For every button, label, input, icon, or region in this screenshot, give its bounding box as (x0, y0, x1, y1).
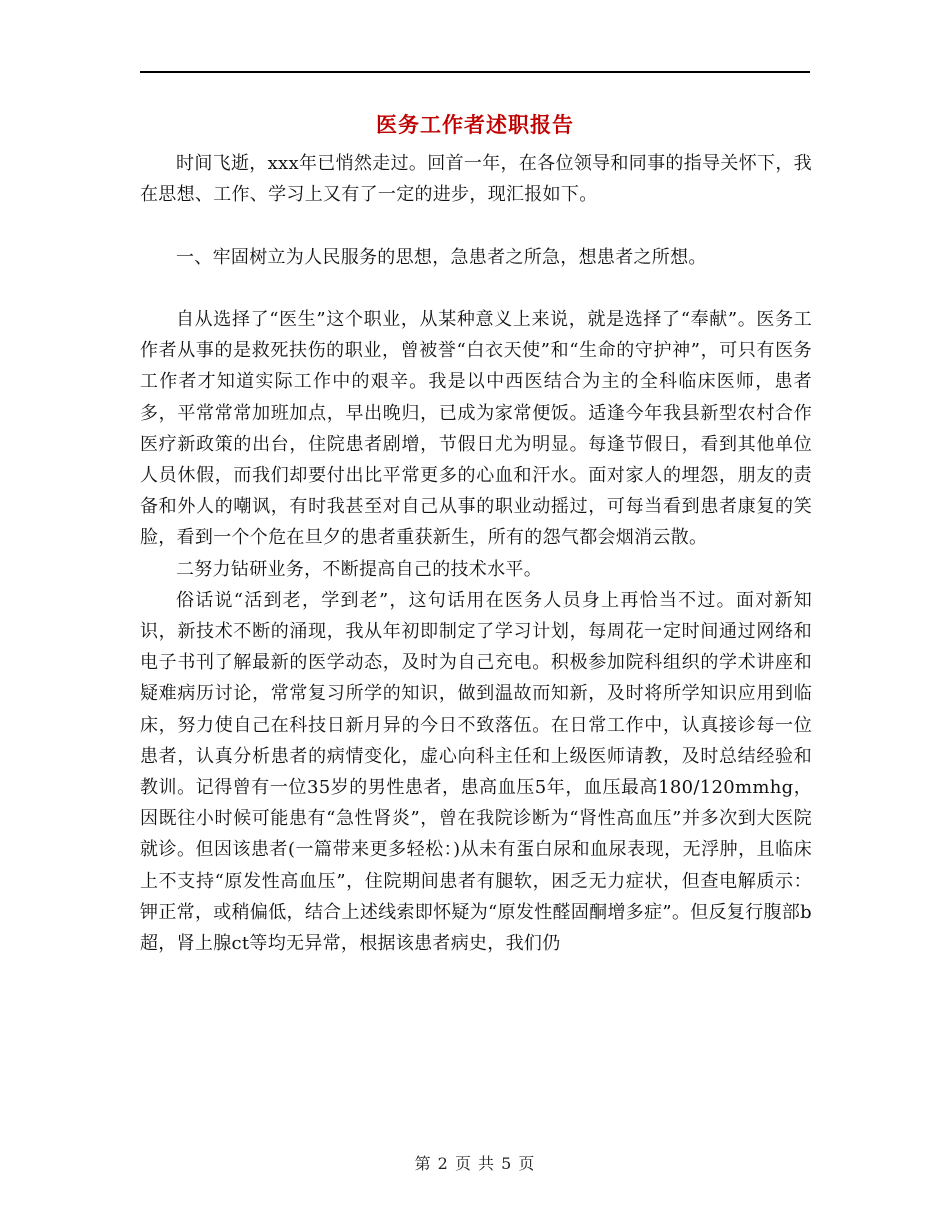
page-number: 第 2 页 共 5 页 (414, 1154, 536, 1173)
paragraph-dedication: 自从选择了“医生”这个职业，从某种意义上来说，就是选择了“奉献”。医务工作者从事的是救死扶伤的职业，曾被誉“白衣天使”和“生命的守护神”，可只有医务工作者才知道实际工作中的艰辛。我是以中西医结合为主的全科临床医师，患者多，平常常常加班加点，早出晚归，已成为家常便饭。适逢今年我县新型农村合作医疗新政策的出台，住院患者剧增，节假日尤为明显。每逢节假日，看到其他单位人员休假，而我们却要付出比平常更多的心血和汗水。面对家人的埋怨，朋友的责备和外人的嘲讽，有时我甚至对自己从事的职业动摇过，可每当看到患者康复的笑脸，看到一个个危在旦夕的患者重获新生，所有的怨气都会烟消云散。 (140, 308, 812, 549)
paragraph-learning: 俗话说“活到老，学到老”，这句话用在医务人员身上再恰当不过。面对新知识，新技术不断的涌现，我从年初即制定了学习计划，每周花一定时间通过网络和电子书刊了解最新的医学动态，及时为自己充电。积极参加院科组织的学术讲座和疑难病历讨论，常常复习所学的知识，做到温故而知新，及时将所学知识应用到临床，努力使自己在科技日新月异的今日不致落伍。在日常工作中，认真接诊每一位患者，认真分析患者的病情变化，虚心向科主任和上级医师请教，及时总结经验和教训。记得曾有一位35岁的男性患者，患高血压5年，血压最高180/120mmhg，因既往小时候可能患有“急性肾炎”，曾在我院诊断为“肾性高血压”并多次到大医院就诊。但因该患者(一篇带来更多轻松：)从未有蛋白尿和血尿表现，无浮肿，且临床上不支持“原发性高血压”，住院期间患者有腿软，困乏无力症状，但查电解质示：钾正常，或稍偏低，结合上述线索即怀疑为“原发性醛固酮增多症”。但反复行腹部b超，肾上腺ct等均无异常，根据该患者病史，我们仍 (140, 589, 812, 955)
document-title: 医务工作者述职报告 (376, 112, 574, 137)
header-rule (140, 71, 810, 73)
document-body (140, 148, 812, 959)
section-heading-2: 二努力钻研业务，不断提高自己的技术水平。 (176, 558, 542, 580)
paragraph-intro: 时间飞逝，xxx年已悄然走过。回首一年，在各位领导和同事的指导关怀下，我在思想、工作、学习上又有了一定的进步，现汇报如下。 (140, 153, 812, 206)
section-heading-1: 一、牢固树立为人民服务的思想，急患者之所急，想患者之所想。 (176, 246, 707, 268)
